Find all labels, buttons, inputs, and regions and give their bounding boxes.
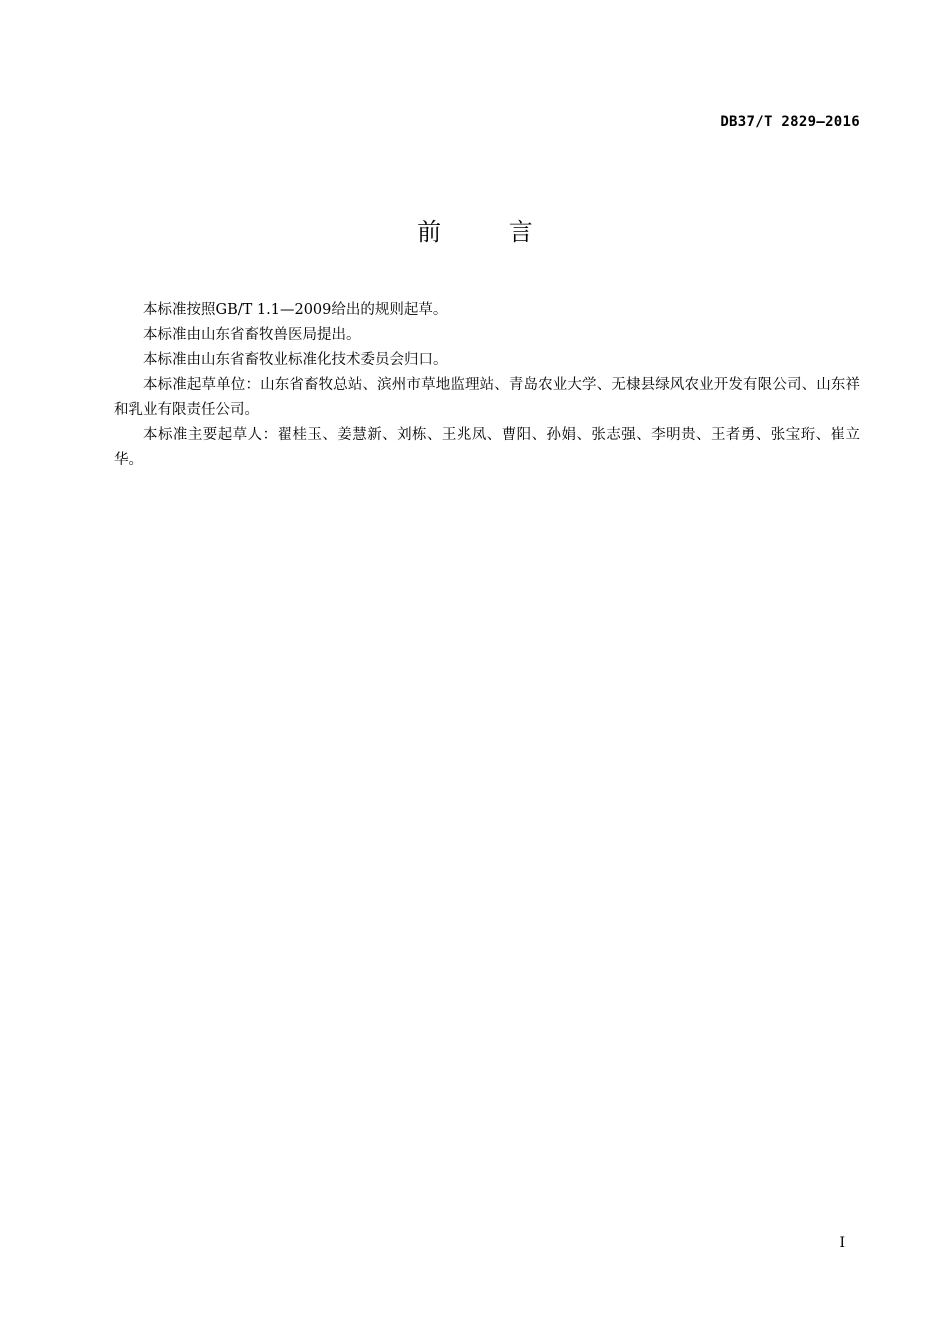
document-code: DB37/T 2829—2016 [720, 114, 860, 130]
paragraph-drafting-units: 本标准起草单位：山东省畜牧总站、滨州市草地监理站、青岛农业大学、无棣县绿风农业开发有限公司、山东祥和乳业有限责任公司。 [114, 377, 860, 418]
page-title: 前 言 [417, 218, 563, 246]
paragraph-centralized-unit: 本标准由山东省畜牧业标准化技术委员会归口。 [143, 352, 448, 368]
preface-body [114, 298, 860, 473]
paragraph-drafters: 本标准主要起草人：翟桂玉、姜慧新、刘栋、王兆凤、曹阳、孙娟、张志强、李明贵、王者勇、张宝珩、崔立华。 [114, 427, 860, 468]
paragraph-drafting-rules: 本标准按照GB/T 1.1—2009给出的规则起草。 [143, 302, 448, 318]
paragraph-proposer: 本标准由山东省畜牧兽医局提出。 [143, 327, 361, 343]
page-number: I [839, 1235, 845, 1251]
